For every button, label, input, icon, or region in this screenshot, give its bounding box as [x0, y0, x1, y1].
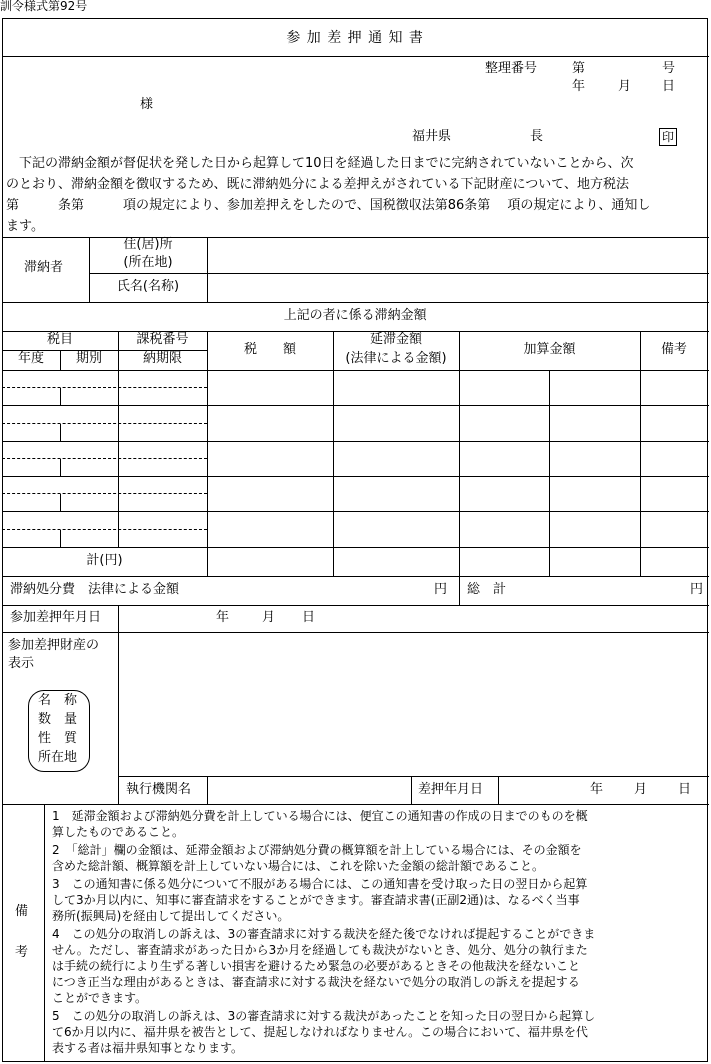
- fees-yen: 円: [434, 582, 448, 597]
- notes-label-1: 備: [15, 904, 29, 919]
- amounts-section-title: 上記の者に係る滞納金額: [283, 308, 427, 323]
- seal-mark: 印: [659, 128, 677, 146]
- property-label-1: 参加差押財産の: [8, 638, 100, 653]
- col-tax-no: 課税番号: [136, 332, 189, 347]
- col-added: 加算金額: [523, 342, 576, 357]
- notes-label-2: 考: [15, 945, 29, 960]
- col-year: 年度: [17, 351, 44, 366]
- property-item-quality: 性 質: [38, 731, 78, 746]
- address-label-2: (所在地): [123, 255, 173, 270]
- note-line: て6か月以内に、福井県を被告として、提起しなければなりません。この場合において、福井県を代: [52, 1025, 588, 1039]
- col-tax-amount: 税 額: [243, 342, 296, 357]
- note-line: して3か月以内に、知事に審査請求をすることができます。審査請求書(正副2通)は、なるべく当事: [52, 893, 580, 907]
- intro-line: ます。: [6, 219, 44, 234]
- note-line: 3 この通知書に係る処分について不服がある場合には、この通知書を受け取った日の翌日から起算: [52, 877, 588, 891]
- property-label-2: 表示: [8, 656, 35, 671]
- seizure-month: 月: [262, 610, 276, 625]
- fees-label: 滞納処分費 法律による金額: [10, 582, 180, 597]
- issuer-title: 長: [530, 129, 544, 144]
- intro-line: 第 条第 項の規定により、参加差押えをしたので、国税徴収法第86条第 項の規定により、通知し: [6, 198, 651, 213]
- property-item-location: 所在地: [38, 750, 78, 765]
- address-field[interactable]: [208, 238, 708, 273]
- header-day: 日: [662, 79, 676, 94]
- property-item-quantity: 数 量: [38, 712, 78, 727]
- note-line: は手続の続行により生ずる著しい損害を避けるため緊急の必要があるときその他裁決を経ないこと: [52, 959, 581, 973]
- col-due: 納期限: [142, 351, 182, 366]
- col-tax-item: 税目: [46, 332, 73, 347]
- col-remarks: 備考: [661, 342, 687, 357]
- exec-org-label: 執行機関名: [126, 782, 192, 797]
- issuer-pref: 福井県: [412, 129, 452, 144]
- note-line: 1 延滞金額および滞納処分費を計上している場合には、便宜この通知書の作成の日までのものを概: [52, 809, 588, 823]
- seized-month: 月: [634, 782, 648, 797]
- name-field[interactable]: [208, 274, 708, 302]
- ref-no-label: 整理番号: [485, 61, 538, 76]
- col-late-2: (法律による金額): [345, 351, 447, 366]
- note-line: せん。ただし、審査請求があった日から3か月を経過しても裁決がないとき、処分、処分の執行また: [52, 943, 588, 957]
- col-period: 期別: [75, 351, 102, 366]
- note-line: 2 「総計」欄の金額は、延滞金額および滞納処分費の概算額を計上している場合には、その金額を: [52, 843, 582, 857]
- seized-year: 年: [590, 782, 604, 797]
- seized-date-label: 差押年月日: [418, 782, 484, 797]
- taxpayer-label: 滞納者: [24, 260, 64, 275]
- document-title: 参 加 差 押 通 知 書: [286, 30, 424, 46]
- recipient-suffix: 様: [140, 97, 154, 112]
- header-month: 月: [618, 79, 632, 94]
- property-item-name: 名 称: [38, 693, 78, 708]
- seized-day: 日: [678, 782, 692, 797]
- no-prefix: 第: [572, 61, 586, 76]
- address-label-1: 住(居)所: [123, 237, 173, 252]
- intro-line: 下記の滞納金額が督促状を発した日から起算して10日を経過した日までに完納されていないことから、次: [6, 156, 634, 171]
- grand-total-label: 総 計: [467, 582, 507, 597]
- intro-line: のとおり、滞納金額を徴収するため、既に滞納処分による差押えがされている下記財産について、地方税法: [6, 177, 629, 192]
- note-line: 務所(振興局)を経由して提出してください。: [52, 909, 290, 923]
- note-line: 算したものであること。: [52, 825, 185, 839]
- col-late-1: 延滞金額: [369, 332, 422, 347]
- form-number: 訓令様式第92号: [0, 0, 88, 13]
- seizure-year: 年: [216, 610, 230, 625]
- name-label: 氏名(名称): [116, 279, 180, 294]
- note-line: ことができます。: [52, 991, 148, 1005]
- seizure-date-label: 参加差押年月日: [10, 610, 102, 625]
- seizure-day: 日: [302, 610, 316, 625]
- note-line: 4 この処分の取消しの訴えは、3の審査請求に対する裁決を経た後でなければ提起することができま: [52, 927, 596, 941]
- note-line: 5 この処分の取消しの訴えは、3の審査請求に対する裁決があったことを知った日の翌日から起算し: [52, 1009, 596, 1023]
- total-label: 計(円): [86, 553, 123, 568]
- grand-total-yen: 円: [690, 582, 704, 597]
- note-line: 表する者は福井県知事となります。: [52, 1041, 244, 1055]
- note-line: 含めた総計額、概算額を計上していない場合には、これを除いた金額の総計額であること。: [52, 859, 545, 873]
- no-suffix: 号: [662, 61, 676, 76]
- header-year: 年: [572, 79, 586, 94]
- note-line: につき正当な理由があるときは、審査請求に対する裁決を経ないで処分の取消しの訴えを提起する: [52, 975, 580, 989]
